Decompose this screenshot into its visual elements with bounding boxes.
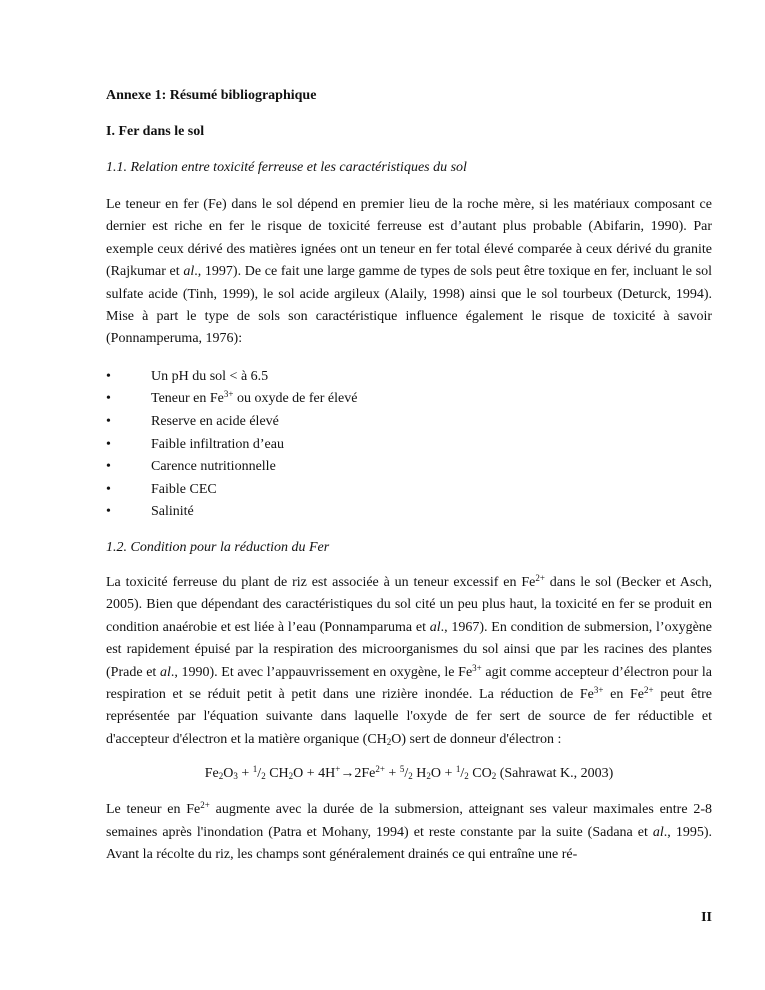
section-title: I. Fer dans le sol (106, 124, 205, 139)
annex-title: Annexe 1: Résumé bibliographique (106, 88, 317, 103)
bullet-icon: • (106, 481, 111, 497)
bullet-icon: • (106, 436, 111, 452)
list-item: • Teneur en $Fe^{3+}$ ou oxyde de fer élevé (106, 388, 712, 411)
list-item: • Faible infiltration d’eau (106, 434, 712, 457)
paragraph-2: La toxicité ferreuse du plant de riz est associée à un teneur excessif en $Fe^{2+}$ dans le sol (Becker et Asch, 2005). Bien que dépendant des caractéristiques du sol cité un peu plus haut, la toxicité en fer se produit en condition anaérobie et est liée à l’eau (Ponnamparuma et al., 1967). En condition de submersion, l’oxygène est rapidement épuisé par la respiration des microorganismes du sol ainsi que par les racines des plantes (Prade et al., 1990). Et avec l’appauvrissement en oxygène, le $Fe^{3+}$ agit comme accepteur d’électron pour la respiration et se réduit petit à petit dans une rizière inondée. La réduction de $Fe^{3+}$ en $Fe^{2+}$ peut être représentée par l'équation suivante dans laquelle l'oxyde de fer sert de source de fer réductible et d'accepteur d'électron et la matière organique $(CH_2O)$ sert de donneur d'électron : (106, 573, 712, 747)
subsection-title-1-1: 1.1. Relation entre toxicité ferreuse et les caractéristiques du sol (106, 160, 467, 175)
bullet-icon: • (106, 459, 111, 475)
paragraph-3: Le teneur en $Fe^{2+}$ augmente avec la durée de la submersion, atteignant ses valeur maximales entre 2-8 semaines après l'inondation (Patra et Mohany, 1994) et reste constante par la suite (Sadana et al., 1995). Avant la récolte du riz, les champs sont généralement drainés ce qui entraîne une ré- (106, 800, 712, 863)
paragraph-1: Le teneur en fer (Fe) dans le sol dépend en premier lieu de la roche mère, si les matériaux composant ce dernier est riche en fer le risque de toxicité ferreuse est d’autant plus probable (Abifarin, 1990). Par exemple ceux dérivé des matières ignées ont un teneur en fer total élevé comparée à ceux dérivé du granite (Rajkumar et al., 1997). De ce fait une large gamme de types de sols peut être toxique en fer, incluant le sol sulfate acide (Tinh, 1999), le sol acide argileux (Alaily, 1998) ainsi que le sol tourbeux (Deturck, 1994). Mise à part le type de sols son caractéristique influence également le risque de toxicité à savoir (Ponnamperuma, 1976): (106, 197, 712, 347)
list-item: • Reserve en acide élevé (106, 411, 712, 434)
bullet-icon: • (106, 414, 111, 430)
list-item: • Faible CEC (106, 479, 712, 502)
document-page (106, 86, 712, 866)
list-item: • Salinité (106, 501, 712, 524)
bullet-icon: • (106, 504, 111, 520)
subsection-title-1-2: 1.2. Condition pour la réduction du Fer (106, 540, 330, 555)
bullet-list (106, 366, 712, 524)
page-number: II (701, 910, 712, 925)
chemical-equation: $Fe_2O_3 + ^1/_2$ $CH_2O + 4H^+\to 2Fe^{2+} + ^5/_2$ $H_2O + ^1/_2$ $CO_2$ (Sahrawat K., 2003) (204, 764, 614, 782)
bullet-icon: • (106, 391, 111, 407)
list-item: • Carence nutritionnelle (106, 456, 712, 479)
bullet-icon: • (106, 368, 111, 384)
list-item: • Un pH du sol < à 6.5 (106, 366, 712, 389)
